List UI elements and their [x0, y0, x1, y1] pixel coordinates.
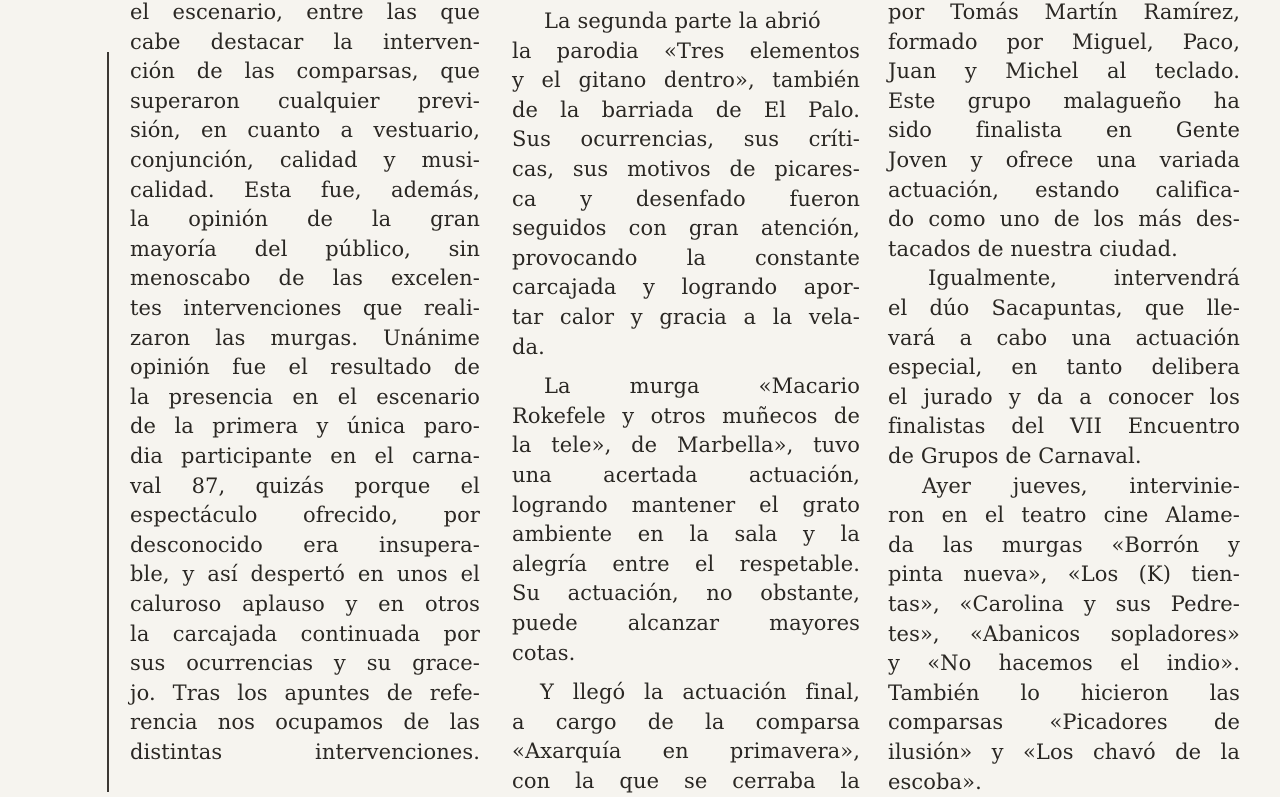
text-line: Igualmente, intervendrá — [928, 266, 1240, 291]
text-line: También lo hicieron las — [888, 680, 1240, 705]
text-line: da. — [512, 334, 545, 359]
text-line: La segunda parte la abrió — [544, 9, 821, 33]
text-line: la tele», de Marbella», tuvo — [512, 433, 860, 458]
text-line: Joven y ofrece una variada — [888, 148, 1240, 172]
text-line: superaron cualquier previ- — [130, 88, 480, 113]
text-line: sus ocurrencias y su grace- — [130, 651, 480, 676]
text-line: cabe destacar la interven- — [130, 29, 480, 54]
text-line: puede alcanzar mayores — [512, 611, 860, 635]
text-line: caluroso aplauso y en otros — [130, 592, 480, 616]
text-line: de la primera y única paro- — [130, 414, 480, 439]
text-line: zaron las murgas. Unánime — [130, 325, 480, 350]
column-rule — [107, 52, 109, 792]
text-line: ca y desenfado fueron — [512, 186, 860, 211]
text-line: Y llegó la actuación final, — [540, 680, 860, 705]
text-line: tar calor y gracia a la vela- — [512, 305, 860, 329]
text-line: sión, en cuanto a vestuario, — [130, 118, 480, 143]
text-line: y el gitano dentro», también — [512, 68, 860, 93]
text-line: cas, sus motivos de picares- — [512, 157, 860, 181]
text-line: provocando la constante — [512, 245, 860, 270]
text-line: carcajada y logrando apor- — [512, 275, 860, 300]
text-line: vará a cabo una actuación — [888, 325, 1240, 350]
text-line: Sus ocurrencias, sus críti- — [512, 127, 860, 152]
text-line: finalistas del VII Encuentro — [888, 414, 1240, 439]
text-line: rencia nos ocupamos de las — [130, 710, 480, 735]
text-line: seguidos con gran atención, — [512, 216, 860, 241]
text-line: el jurado y da a conocer los — [888, 384, 1240, 409]
text-line: mayoría del público, sin — [130, 236, 480, 261]
text-line: val 87, quizás porque el — [130, 473, 480, 498]
text-line: la parodia «Tres elementos — [512, 38, 860, 63]
text-line: tes intervenciones que reali- — [130, 296, 480, 320]
text-line: Este grupo malagueño ha — [888, 88, 1240, 113]
text-line: tes», «Abanicos sopladores» — [888, 621, 1240, 646]
text-line: desconocido era insupera- — [130, 532, 480, 557]
text-line: por Tomás Martín Ramírez, — [888, 0, 1240, 24]
text-line: alegría entre el respetable. — [512, 551, 860, 576]
text-line: escoba». — [888, 769, 982, 794]
text-line: espectáculo ofrecido, por — [130, 503, 480, 528]
text-line: «Axarquía en primavera», — [512, 739, 860, 764]
text-line: da las murgas «Borrón y — [888, 532, 1240, 557]
text-line: especial, en tanto delibera — [888, 355, 1240, 380]
text-line: jo. Tras los apuntes de refe- — [130, 680, 480, 705]
text-line: actuación, estando califica- — [888, 177, 1240, 202]
text-line: el dúo Sacapuntas, que lle- — [888, 296, 1240, 320]
text-line: calidad. Esta fue, además, — [130, 177, 480, 202]
text-line: ambiente en la sala y la — [512, 522, 860, 547]
text-line: logrando mantener el grato — [512, 492, 860, 517]
text-line: distintas intervenciones. — [130, 740, 480, 764]
text-line: dia participante en el carna- — [130, 444, 480, 468]
text-line: tas», «Carolina y sus Pedre- — [888, 592, 1240, 616]
text-line: ilusión» y «Los chavó de la — [888, 740, 1240, 764]
text-line: cotas. — [512, 640, 576, 665]
text-line: con la que se cerraba la — [512, 769, 860, 793]
text-line: Juan y Michel al teclado. — [888, 59, 1240, 84]
text-line: la opinión de la gran — [130, 207, 480, 232]
text-line: comparsas «Picadores de — [888, 710, 1240, 735]
text-line: de la barriada de El Palo. — [512, 97, 860, 122]
text-line: de Grupos de Carnaval. — [888, 444, 1142, 468]
text-line: pinta nueva», «Los (K) tien- — [888, 562, 1240, 587]
text-line: do como uno de los más des- — [888, 207, 1240, 232]
text-line: ble, y así despertó en unos el — [130, 562, 480, 587]
text-line: una acertada actuación, — [512, 463, 860, 487]
text-line: la presencia en el escenario — [130, 384, 480, 409]
text-line: Su actuación, no obstante, — [512, 581, 860, 606]
text-line: la carcajada continuada por — [130, 621, 480, 646]
text-line: tacados de nuestra ciudad. — [888, 236, 1178, 261]
text-line: ción de las comparsas, que — [130, 59, 480, 84]
text-line: el escenario, entre las que — [130, 0, 480, 24]
text-line: y «No hacemos el indio». — [888, 651, 1240, 676]
text-line: a cargo de la comparsa — [512, 709, 860, 734]
text-line: menoscabo de las excelen- — [130, 266, 480, 291]
text-line: Rokefele y otros muñecos de — [512, 403, 860, 428]
text-line: conjunción, calidad y musi- — [130, 148, 480, 172]
text-line: ron en el teatro cine Alame- — [888, 503, 1240, 528]
text-line: Ayer jueves, intervinie- — [922, 473, 1240, 498]
text-line: opinión fue el resultado de — [130, 355, 480, 380]
text-line: formado por Miguel, Paco, — [888, 29, 1240, 54]
text-line: La murga «Macario — [544, 374, 860, 399]
text-line: sido finalista en Gente — [888, 118, 1240, 143]
